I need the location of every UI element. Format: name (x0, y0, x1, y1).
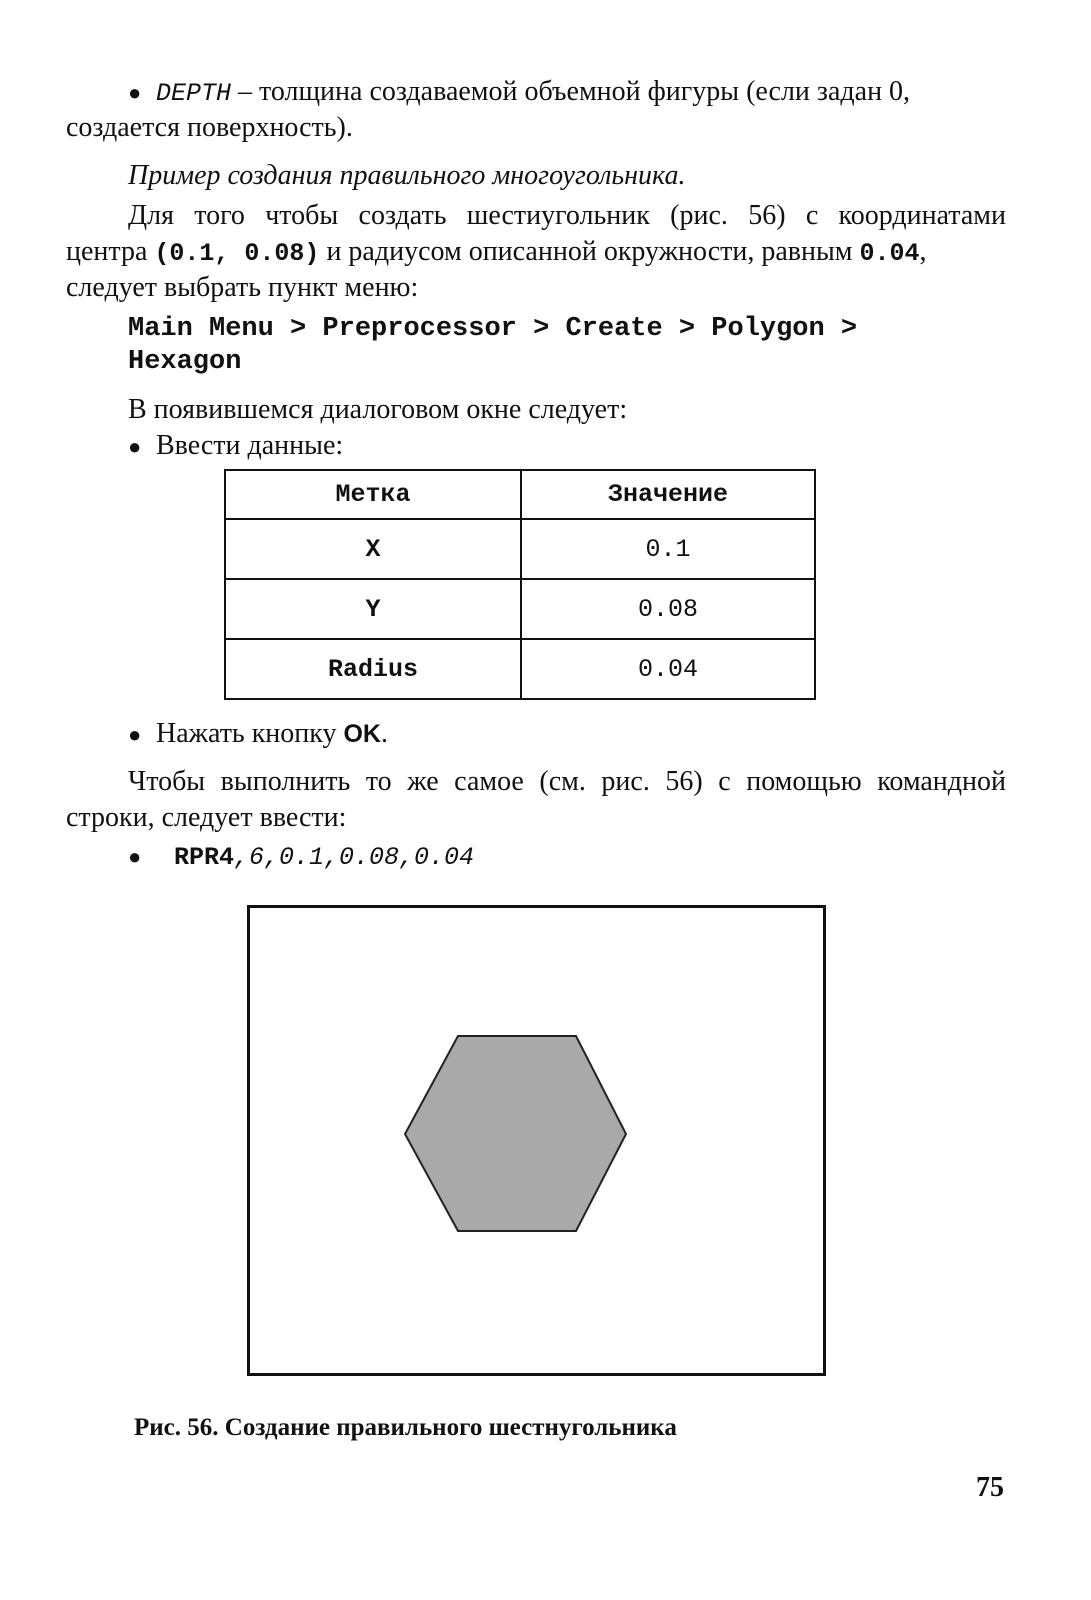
row-value: 0.04 (521, 639, 815, 699)
depth-bullet-item (128, 74, 910, 112)
para1-line2-text-a: центра (66, 236, 155, 267)
row-label: Radius (225, 639, 521, 699)
command-args: ,6,0.1,0.08,0.04 (234, 843, 475, 872)
dialog-intro: В появившемся диалоговом окне следует: (128, 394, 628, 425)
row-label: Y (225, 579, 521, 639)
para1-line2-text-b: и радиусом описанной окружности, равным (319, 236, 860, 267)
table-row (225, 639, 815, 699)
header-label: Метка (225, 470, 521, 519)
hexagon-shape (405, 1036, 626, 1231)
para1-line1: Для того чтобы создать шестиугольник (рис. 56) с координатами (128, 200, 1006, 231)
step-press-ok (128, 716, 388, 753)
command-name: RPR4 (174, 843, 235, 872)
example-heading: Пример создания правильного многоугольника. (128, 160, 686, 191)
menu-path-line2: Hexagon (128, 347, 242, 377)
bullet-icon: ● (128, 80, 142, 105)
bullet-icon: ● (128, 722, 142, 747)
data-table (224, 469, 816, 700)
figure-frame (247, 905, 826, 1376)
ok-button-label: OK (343, 720, 381, 748)
center-coords: (0.1, 0.08) (154, 239, 320, 268)
para2-line2: строки, следует ввести: (66, 802, 347, 833)
para1-line2-text-c: , (919, 236, 927, 267)
depth-param: DEPTH (156, 79, 232, 108)
radius-value: 0.04 (859, 239, 920, 268)
table-row (225, 519, 815, 579)
step-ok-text: Нажать кнопку (156, 718, 344, 749)
depth-description-cont: создается поверхность). (66, 112, 353, 143)
row-label: X (225, 519, 521, 579)
bullet-icon: ● (128, 844, 142, 869)
step-enter-data (128, 428, 343, 465)
command-item (128, 838, 474, 876)
table-row (225, 579, 815, 639)
row-value: 0.1 (521, 519, 815, 579)
table-header-row (225, 470, 815, 519)
bullet-icon: ● (128, 434, 142, 459)
page-number: 75 (976, 1472, 1004, 1503)
row-value: 0.08 (521, 579, 815, 639)
step-enter-text: Ввести данные: (156, 430, 344, 461)
step-ok-end: . (380, 718, 388, 749)
depth-description: – толщина создаваемой объемной фигуры (если задан 0, (231, 76, 911, 107)
para2-line1: Чтобы выполнить то же самое (см. рис. 56) с помощью командной (128, 766, 1006, 797)
para1-line2 (66, 234, 927, 272)
menu-path-line1: Main Menu > Preprocessor > Create > Polygon > (128, 314, 858, 344)
hexagon-figure (250, 908, 823, 1373)
para1-line3: следует выбрать пункт меню: (66, 272, 419, 303)
header-value: Значение (521, 470, 815, 519)
figure-caption: Рис. 56. Создание правильного шестнугольника (134, 1414, 677, 1441)
